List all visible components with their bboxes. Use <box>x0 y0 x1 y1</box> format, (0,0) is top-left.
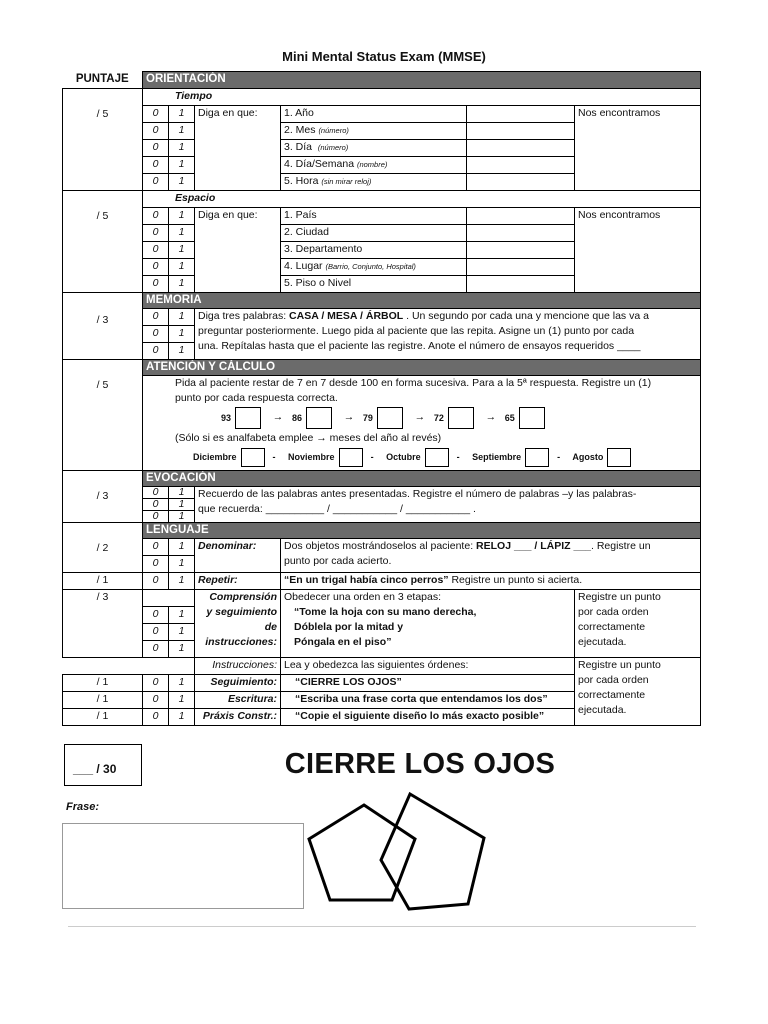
tiempo-item: 2. Mes (número) <box>281 122 467 139</box>
escritura-score: / 1 <box>63 691 143 708</box>
praxis-score: / 1 <box>63 708 143 725</box>
tiempo-label: Tiempo <box>143 88 701 105</box>
answer-cell[interactable] <box>467 207 575 224</box>
espacio-item: 1. País <box>281 207 467 224</box>
answer-box[interactable] <box>235 407 261 429</box>
denominar-instructions: Dos objetos mostrándoselos al paciente: RELOJ ___ / LÁPIZ ___. Registre un punto por cada acierto. <box>281 538 701 572</box>
option-one[interactable]: 1 <box>169 122 195 139</box>
option-one[interactable]: 1 <box>169 258 195 275</box>
option-one[interactable]: 1 <box>169 606 195 623</box>
section-header-orientacion: ORIENTACIÓN <box>143 72 701 89</box>
option-one[interactable]: 1 <box>169 623 195 640</box>
option-one[interactable]: 1 <box>169 139 195 156</box>
answer-box[interactable] <box>519 407 545 429</box>
option-zero[interactable]: 0 <box>143 325 169 342</box>
option-zero[interactable]: 0 <box>143 342 169 359</box>
answer-cell[interactable] <box>467 173 575 190</box>
espacio-item: 4. Lugar (Barrio, Conjunto, Hospital) <box>281 258 467 275</box>
mmse-table <box>62 71 701 726</box>
option-one[interactable]: 1 <box>169 674 195 691</box>
option-one[interactable]: 1 <box>169 241 195 258</box>
month-label: Noviembre <box>288 451 335 462</box>
answer-box[interactable] <box>425 448 449 467</box>
option-zero[interactable]: 0 <box>143 207 169 224</box>
tiempo-item: 5. Hora (sin mirar reloj) <box>281 173 467 190</box>
option-one[interactable]: 1 <box>169 555 195 572</box>
tiempo-item: 4. Día/Semana (nombre) <box>281 156 467 173</box>
option-one[interactable]: 1 <box>169 538 195 555</box>
intersecting-pentagons-figure <box>300 788 510 913</box>
option-zero[interactable]: 0 <box>143 122 169 139</box>
repetir-score: / 1 <box>63 572 143 589</box>
option-one[interactable]: 1 <box>169 572 195 589</box>
sequence-value: 79 <box>362 412 373 423</box>
arrow-icon: → <box>414 411 426 424</box>
option-zero[interactable]: 0 <box>143 674 169 691</box>
answer-box[interactable] <box>448 407 474 429</box>
option-zero[interactable]: 0 <box>143 275 169 292</box>
seguimiento-label: Seguimiento: <box>195 674 281 691</box>
option-one[interactable]: 1 <box>169 708 195 725</box>
option-zero[interactable]: 0 <box>143 691 169 708</box>
option-zero[interactable]: 0 <box>143 156 169 173</box>
option-zero[interactable]: 0 <box>143 555 169 572</box>
section-header-memoria: MEMORIA <box>143 292 701 308</box>
option-one[interactable]: 1 <box>169 510 195 522</box>
repetir-label: Repetir: <box>195 572 281 589</box>
section-header-lenguaje: LENGUAJE <box>143 522 701 538</box>
sequence-value: 93 <box>221 412 232 423</box>
total-score-box[interactable] <box>64 744 142 786</box>
answer-box[interactable] <box>377 407 403 429</box>
alternative-instruction: (Sólo si es analfabeta emplee → meses del año al revés) <box>175 431 442 444</box>
escritura-text: “Escriba una frase corta que entendamos los dos” <box>281 691 575 708</box>
footer-divider <box>68 926 696 927</box>
answer-cell[interactable] <box>467 275 575 292</box>
denominar-score: / 2 <box>63 522 143 572</box>
atencion-body <box>143 375 701 470</box>
option-zero[interactable]: 0 <box>143 498 169 510</box>
espacio-item: 5. Piso o Nivel <box>281 275 467 292</box>
answer-cell[interactable] <box>467 224 575 241</box>
total-score: ___ / 30 <box>73 762 117 776</box>
option-zero[interactable]: 0 <box>143 623 169 640</box>
answer-cell[interactable] <box>467 122 575 139</box>
month-label: Agosto <box>572 451 604 462</box>
comprension-note: Registre un punto por cada orden correctamente ejecutada. <box>575 589 701 657</box>
espacio-item: 2. Ciudad <box>281 224 467 241</box>
score-column-header: PUNTAJE <box>75 72 129 85</box>
option-zero[interactable]: 0 <box>143 308 169 325</box>
option-one[interactable]: 1 <box>169 275 195 292</box>
option-one[interactable]: 1 <box>169 691 195 708</box>
espacio-note: Nos encontramos <box>575 207 701 292</box>
option-zero[interactable]: 0 <box>143 258 169 275</box>
sequence-value: 86 <box>291 412 302 423</box>
page-title: Mini Mental Status Exam (MMSE) <box>282 49 486 64</box>
sequence-value: 72 <box>433 412 444 423</box>
comprension-instructions: Obedecer una orden en 3 etapas: “Tome la hoja con su mano derecha, Dóblela por la mitad y Póngala en el piso” <box>281 589 575 657</box>
arrow-icon: → <box>485 411 497 424</box>
option-one[interactable]: 1 <box>169 173 195 190</box>
answer-box[interactable] <box>339 448 363 467</box>
praxis-text: “Copie el siguiente diseño lo más exacto posible” <box>281 708 575 725</box>
option-one[interactable]: 1 <box>169 640 195 657</box>
instrucciones-note: Registre un punto por cada orden correctamente ejecutada. <box>575 657 701 725</box>
month-label: Diciembre <box>193 451 237 462</box>
section-header-evocacion: EVOCACIÓN <box>143 470 701 486</box>
option-one[interactable]: 1 <box>169 105 195 122</box>
option-zero[interactable]: 0 <box>143 173 169 190</box>
option-zero[interactable]: 0 <box>143 486 169 498</box>
tiempo-item: 1. Año <box>281 105 467 122</box>
month-label: Septiembre <box>472 451 522 462</box>
option-one[interactable]: 1 <box>169 498 195 510</box>
espacio-item: 3. Departamento <box>281 241 467 258</box>
option-zero[interactable]: 0 <box>143 241 169 258</box>
option-one[interactable]: 1 <box>169 308 195 325</box>
espacio-label: Espacio <box>143 190 701 207</box>
option-zero[interactable]: 0 <box>143 606 169 623</box>
arrow-icon: → <box>272 411 284 424</box>
month-label: Octubre <box>386 451 421 462</box>
evocacion-score: / 3 <box>63 470 143 522</box>
answer-cell[interactable] <box>467 156 575 173</box>
memoria-score: / 3 <box>63 292 143 359</box>
atencion-score: / 5 <box>63 359 143 470</box>
close-eyes-instruction: CIERRE LOS OJOS <box>284 748 556 780</box>
seguimiento-score: / 1 <box>63 674 143 691</box>
tiempo-note: Nos encontramos <box>575 105 701 190</box>
arrow-icon: → <box>343 411 355 424</box>
frase-label: Frase: <box>66 801 100 813</box>
arrow-icon: → <box>316 431 327 444</box>
option-one[interactable]: 1 <box>169 342 195 359</box>
evocacion-instructions: Recuerdo de las palabras antes presentadas. Registre el número de palabras –y las palabras- que recuerda: __________ / ___________ / ___________ . <box>195 486 701 522</box>
tiempo-prompt: Diga en que: <box>195 105 281 190</box>
option-zero[interactable]: 0 <box>143 538 169 555</box>
frase-writing-box[interactable] <box>62 823 304 909</box>
option-zero[interactable]: 0 <box>143 224 169 241</box>
escritura-label: Escritura: <box>195 691 281 708</box>
espacio-prompt: Diga en que: <box>195 207 281 292</box>
months-sequence: Diciembre - Noviembre - Octubre - Septiembre - Agosto <box>193 448 700 467</box>
memoria-instructions: Diga tres palabras: CASA / MESA / ÁRBOL . Un segundo por cada una y mencione que las va a preguntar posteriormente. Luego pida al paciente que las repita. Asigne un (1) punto por cada una. Repítalas hasta que el paciente las registre. Anote el número de ensayos requeridos ____ <box>195 308 701 359</box>
tiempo-score: / 5 <box>63 88 143 190</box>
option-one[interactable]: 1 <box>169 156 195 173</box>
sequence-value: 65 <box>504 412 515 423</box>
answer-cell[interactable] <box>467 105 575 122</box>
section-header-atencion: ATENCIÓN Y CÁLCULO <box>143 359 701 375</box>
answer-cell[interactable] <box>467 241 575 258</box>
option-zero[interactable]: 0 <box>143 708 169 725</box>
comprension-label: Comprensión y seguimiento de instrucciones: <box>195 589 281 657</box>
espacio-score: / 5 <box>63 190 143 292</box>
comprension-score: / 3 <box>63 589 143 657</box>
option-zero[interactable]: 0 <box>143 105 169 122</box>
option-one[interactable]: 1 <box>169 325 195 342</box>
option-zero[interactable]: 0 <box>143 510 169 522</box>
answer-box[interactable] <box>607 448 631 467</box>
tiempo-item: 3. Día (número) <box>281 139 467 156</box>
option-zero[interactable]: 0 <box>143 139 169 156</box>
denominar-label: Denominar: <box>195 538 281 572</box>
seguimiento-text: “CIERRE LOS OJOS” <box>281 674 575 691</box>
option-one[interactable]: 1 <box>169 207 195 224</box>
instrucciones-label: Instrucciones: <box>195 657 281 674</box>
repetir-instructions: “En un trigal había cinco perros” Registre un punto si acierta. <box>281 572 701 589</box>
option-one[interactable]: 1 <box>169 486 195 498</box>
answer-box[interactable] <box>306 407 332 429</box>
option-one[interactable]: 1 <box>169 224 195 241</box>
answer-box[interactable] <box>525 448 549 467</box>
answer-box[interactable] <box>241 448 265 467</box>
subtraction-sequence <box>221 407 700 429</box>
answer-cell[interactable] <box>467 139 575 156</box>
instrucciones-text: Lea y obedezca las siguientes órdenes: <box>281 657 575 674</box>
praxis-label: Práxis Constr.: <box>195 708 281 725</box>
atencion-line2: punto por cada respuesta correcta. <box>175 391 338 404</box>
atencion-line1: Pida al paciente restar de 7 en 7 desde 100 en forma sucesiva. Para a la 5ª respuesta. Registre un (1) <box>175 376 652 389</box>
answer-cell[interactable] <box>467 258 575 275</box>
option-zero[interactable]: 0 <box>143 640 169 657</box>
option-zero[interactable]: 0 <box>143 572 169 589</box>
